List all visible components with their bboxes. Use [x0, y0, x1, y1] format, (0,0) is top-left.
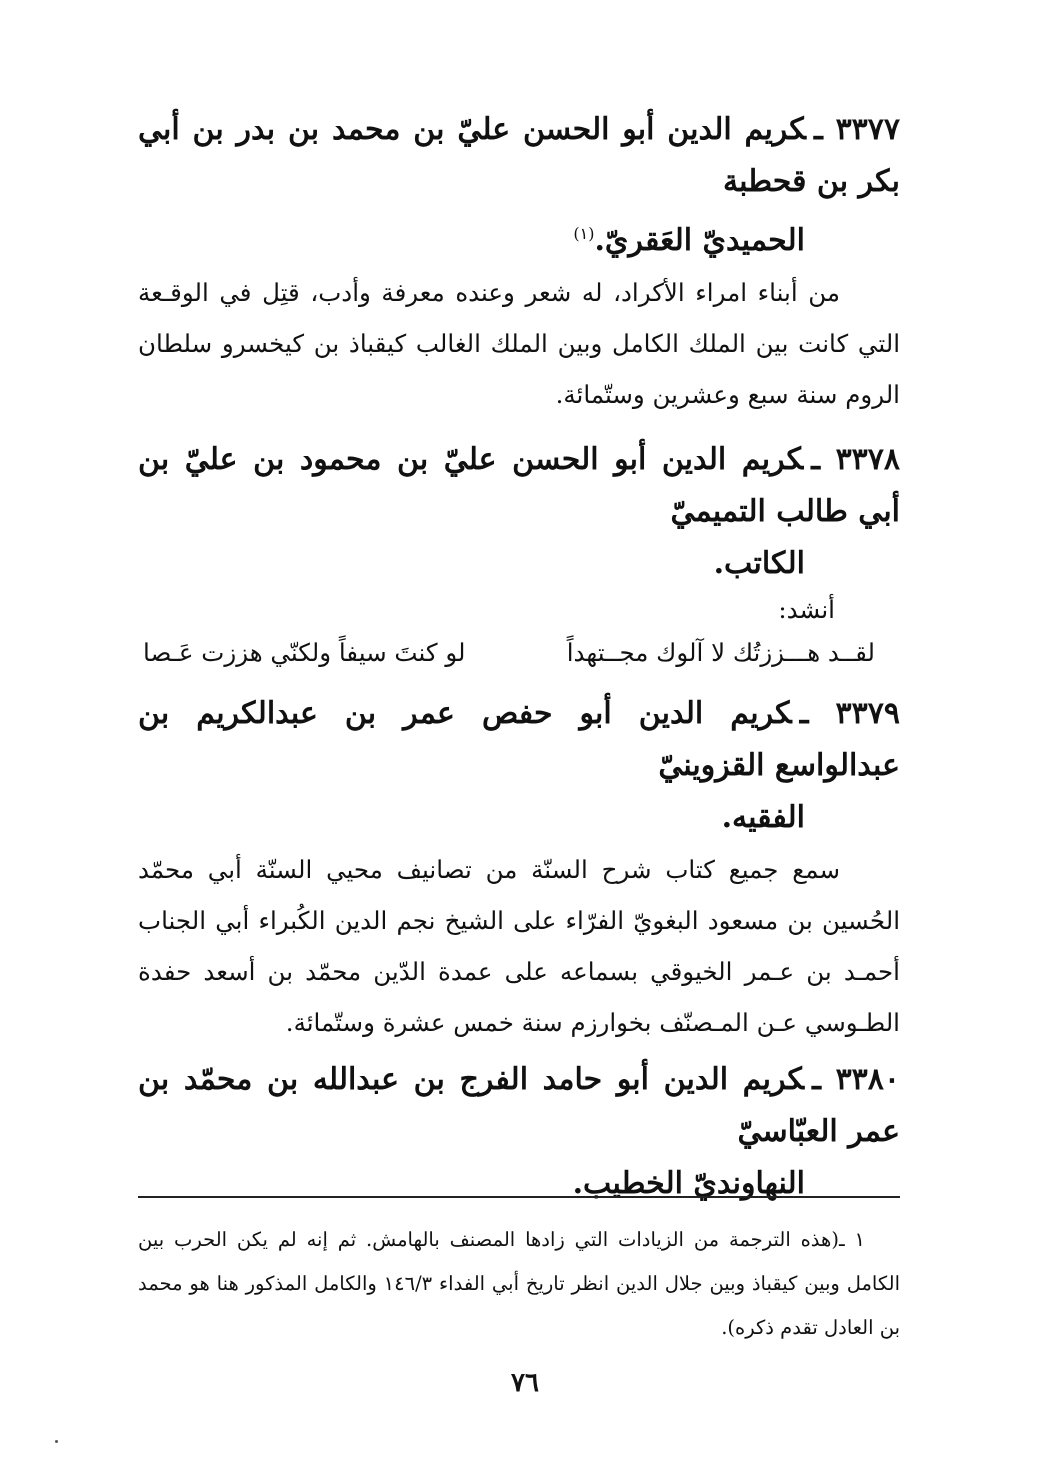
footnote-divider: [138, 1196, 900, 1198]
entry-heading: [138, 688, 900, 844]
entry-heading-line2: الحميديّ العَقريّ.: [594, 223, 805, 258]
entry-body: سمع جميع كتاب شرح السنّة من تصانيف محيي السنّة أبي محمّد الحُسين بن مسعود البغويّ الفرّاء على الشيخ نجم الدين الكُبراء أبي الجناب أحمـد بن عـمر الخيوقي بسماعه على عمدة الدّين محمّد بن أسعد حفدة الطـوسي عـن المـصنّف بخوارزم سنة خمس عشرة وستّمائة.: [138, 855, 900, 1037]
entry-3377: [138, 104, 900, 420]
entry-heading: [138, 434, 900, 590]
scan-speck: [55, 1440, 58, 1443]
entry-number: ٣٣٧٨ ـ: [811, 442, 901, 477]
poem-verse: [138, 630, 900, 676]
entry-number: ٣٣٨٠ ـ: [812, 1062, 901, 1097]
poem-label: أنشد:: [778, 595, 835, 624]
verse-first-hemistich: لقــد هـــززتُك لا آلوك مجــتهداً: [566, 638, 875, 667]
entry-heading-line2: الكاتب.: [713, 546, 805, 581]
entry-body: من أبناء امراء الأكراد، له شعر وعنده معرفة وأدب، قتِل في الوقـعة التي كانت بين الملك الكامل وبين الملك الغالب كيقباذ بن كيخسرو سلطان الروم سنة سبع وعشرين وستّمائة.: [138, 278, 900, 409]
entry-heading-line2: النهاونديّ الخطيب.: [572, 1166, 805, 1201]
entry-number: ٣٣٧٩ ـ: [799, 696, 900, 731]
entry-heading: [138, 1054, 900, 1210]
page-number: ٧٦: [511, 1368, 539, 1398]
entry-number: ٣٣٧٧ ـ: [813, 112, 901, 147]
entry-3378: [138, 434, 900, 676]
footnote-reference[interactable]: (١): [573, 224, 595, 243]
entry-heading-line1: كريم الدين أبو الحسن عليّ بن محمد بن بدر بن أبي بكر بن قحطبة: [138, 112, 900, 199]
entry-heading: [138, 104, 900, 267]
entry-heading-line1: كريم الدين أبو الحسن عليّ بن محمود بن عليّ بن أبي طالب التميميّ: [138, 442, 900, 529]
verse-second-hemistich: لو كنتَ سيفاً ولكنّي هززت عَـصا: [143, 638, 466, 667]
entry-3380: [138, 1054, 900, 1210]
entry-3379: [138, 688, 900, 1048]
entry-heading-line1: كريم الدين أبو حامد الفرج بن عبدالله بن محمّد بن عمر العبّاسيّ: [138, 1062, 900, 1149]
entry-heading-line2: الفقيه.: [721, 800, 805, 835]
footnote: ١ ـ(هذه الترجمة من الزيادات التي زادها المصنف بالهامش. ثم إنه لم يكن الحرب بين الكامل وبين كيقباذ وبين جلال الدين انظر تاريخ أبي الفداء ١٤٦/٣ والكامل المذكور هنا هو محمد بن العادل تقدم ذكره).: [138, 1228, 900, 1339]
entry-heading-line1: كريم الدين أبو حفص عمر بن عبدالكريم بن عبدالواسع القزوينيّ: [138, 696, 900, 783]
